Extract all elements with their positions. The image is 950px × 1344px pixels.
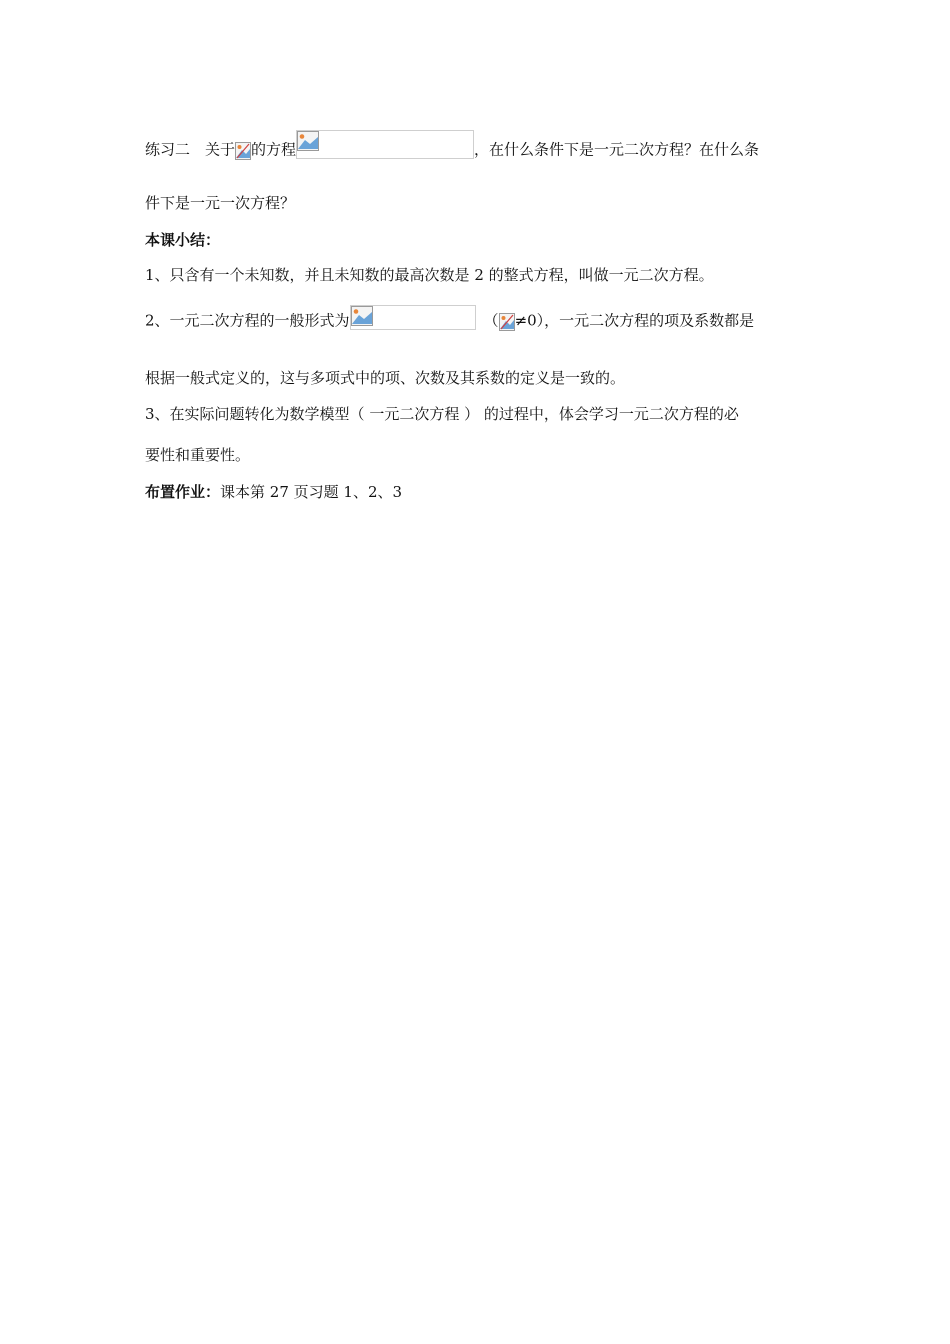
- homework-text: 课本第 27 页习题 1、2、3: [220, 483, 403, 501]
- summary-item-2-prefix: 2、一元二次方程的一般形式为: [145, 311, 350, 330]
- summary-item-3-line1: 3、在实际问题转化为数学模型（ 一元二次方程 ） 的过程中，体会学习一元二次方程的必: [145, 405, 739, 423]
- broken-image-icon: [297, 131, 319, 151]
- broken-image-icon: [499, 313, 515, 331]
- equation-image-2: [350, 305, 476, 330]
- homework-heading: 布置作业：: [145, 483, 221, 501]
- exercise2-suffix: ，在什么条件下是一元二次方程？在什么条: [474, 140, 760, 159]
- summary-heading: 本课小结：: [145, 231, 221, 249]
- summary-item-2-line1: [145, 309, 754, 334]
- exercise2-mid: 的方程: [251, 140, 297, 159]
- summary-item-2-line2: 根据一般式定义的，这与多项式中的项、次数及其系数的定义是一致的。: [145, 369, 626, 387]
- exercise2-prefix: 练习二 关于: [145, 140, 236, 159]
- exercise2-line2: 件下是一元一次方程？: [145, 194, 296, 212]
- homework-line: [145, 481, 402, 503]
- summary-item-2-paren: （: [483, 311, 499, 330]
- summary-item-3-line2: 要性和重要性。: [145, 446, 251, 464]
- exercise2-line1: [145, 136, 759, 165]
- summary-item-2-condition: ≠0），一元二次方程的项及系数都是: [514, 311, 755, 330]
- summary-item-1: 1、只含有一个未知数，并且未知数的最高次数是 2 的整式方程，叫做一元二次方程。: [145, 266, 714, 284]
- broken-image-icon: [235, 142, 251, 160]
- broken-image-icon: [351, 306, 373, 326]
- equation-image-1: [296, 130, 474, 159]
